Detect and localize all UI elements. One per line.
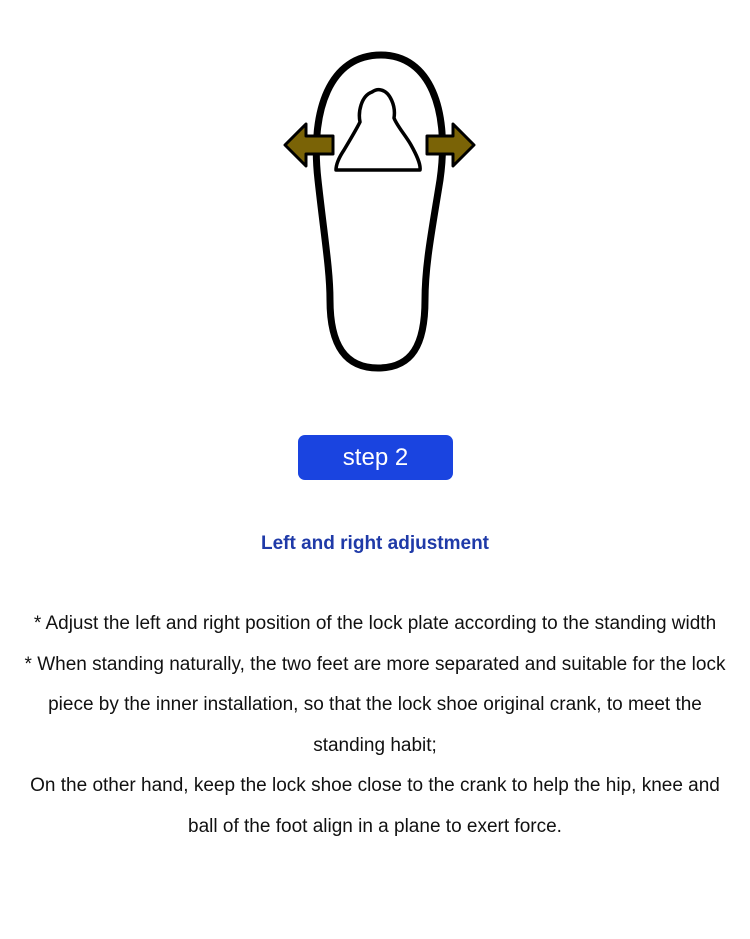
instruction-paragraph-1: * Adjust the left and right position of the lock plate according to the standing width	[33, 613, 717, 634]
step-badge: step 2	[298, 435, 453, 480]
instruction-paragraph-2: * When standing naturally, the two feet are more separated and suitable for the lock piece by the inner installation, so that the lock shoe original crank, to meet the standing habit;	[24, 653, 726, 756]
section-subtitle: Left and right adjustment	[261, 533, 489, 554]
instruction-text	[20, 604, 730, 847]
shoe-sole-illustration	[0, 0, 750, 400]
instruction-paragraph-3: On the other hand, keep the lock shoe close to the crank to help the hip, knee and ball of the foot align in a plane to exert force.	[30, 775, 720, 837]
